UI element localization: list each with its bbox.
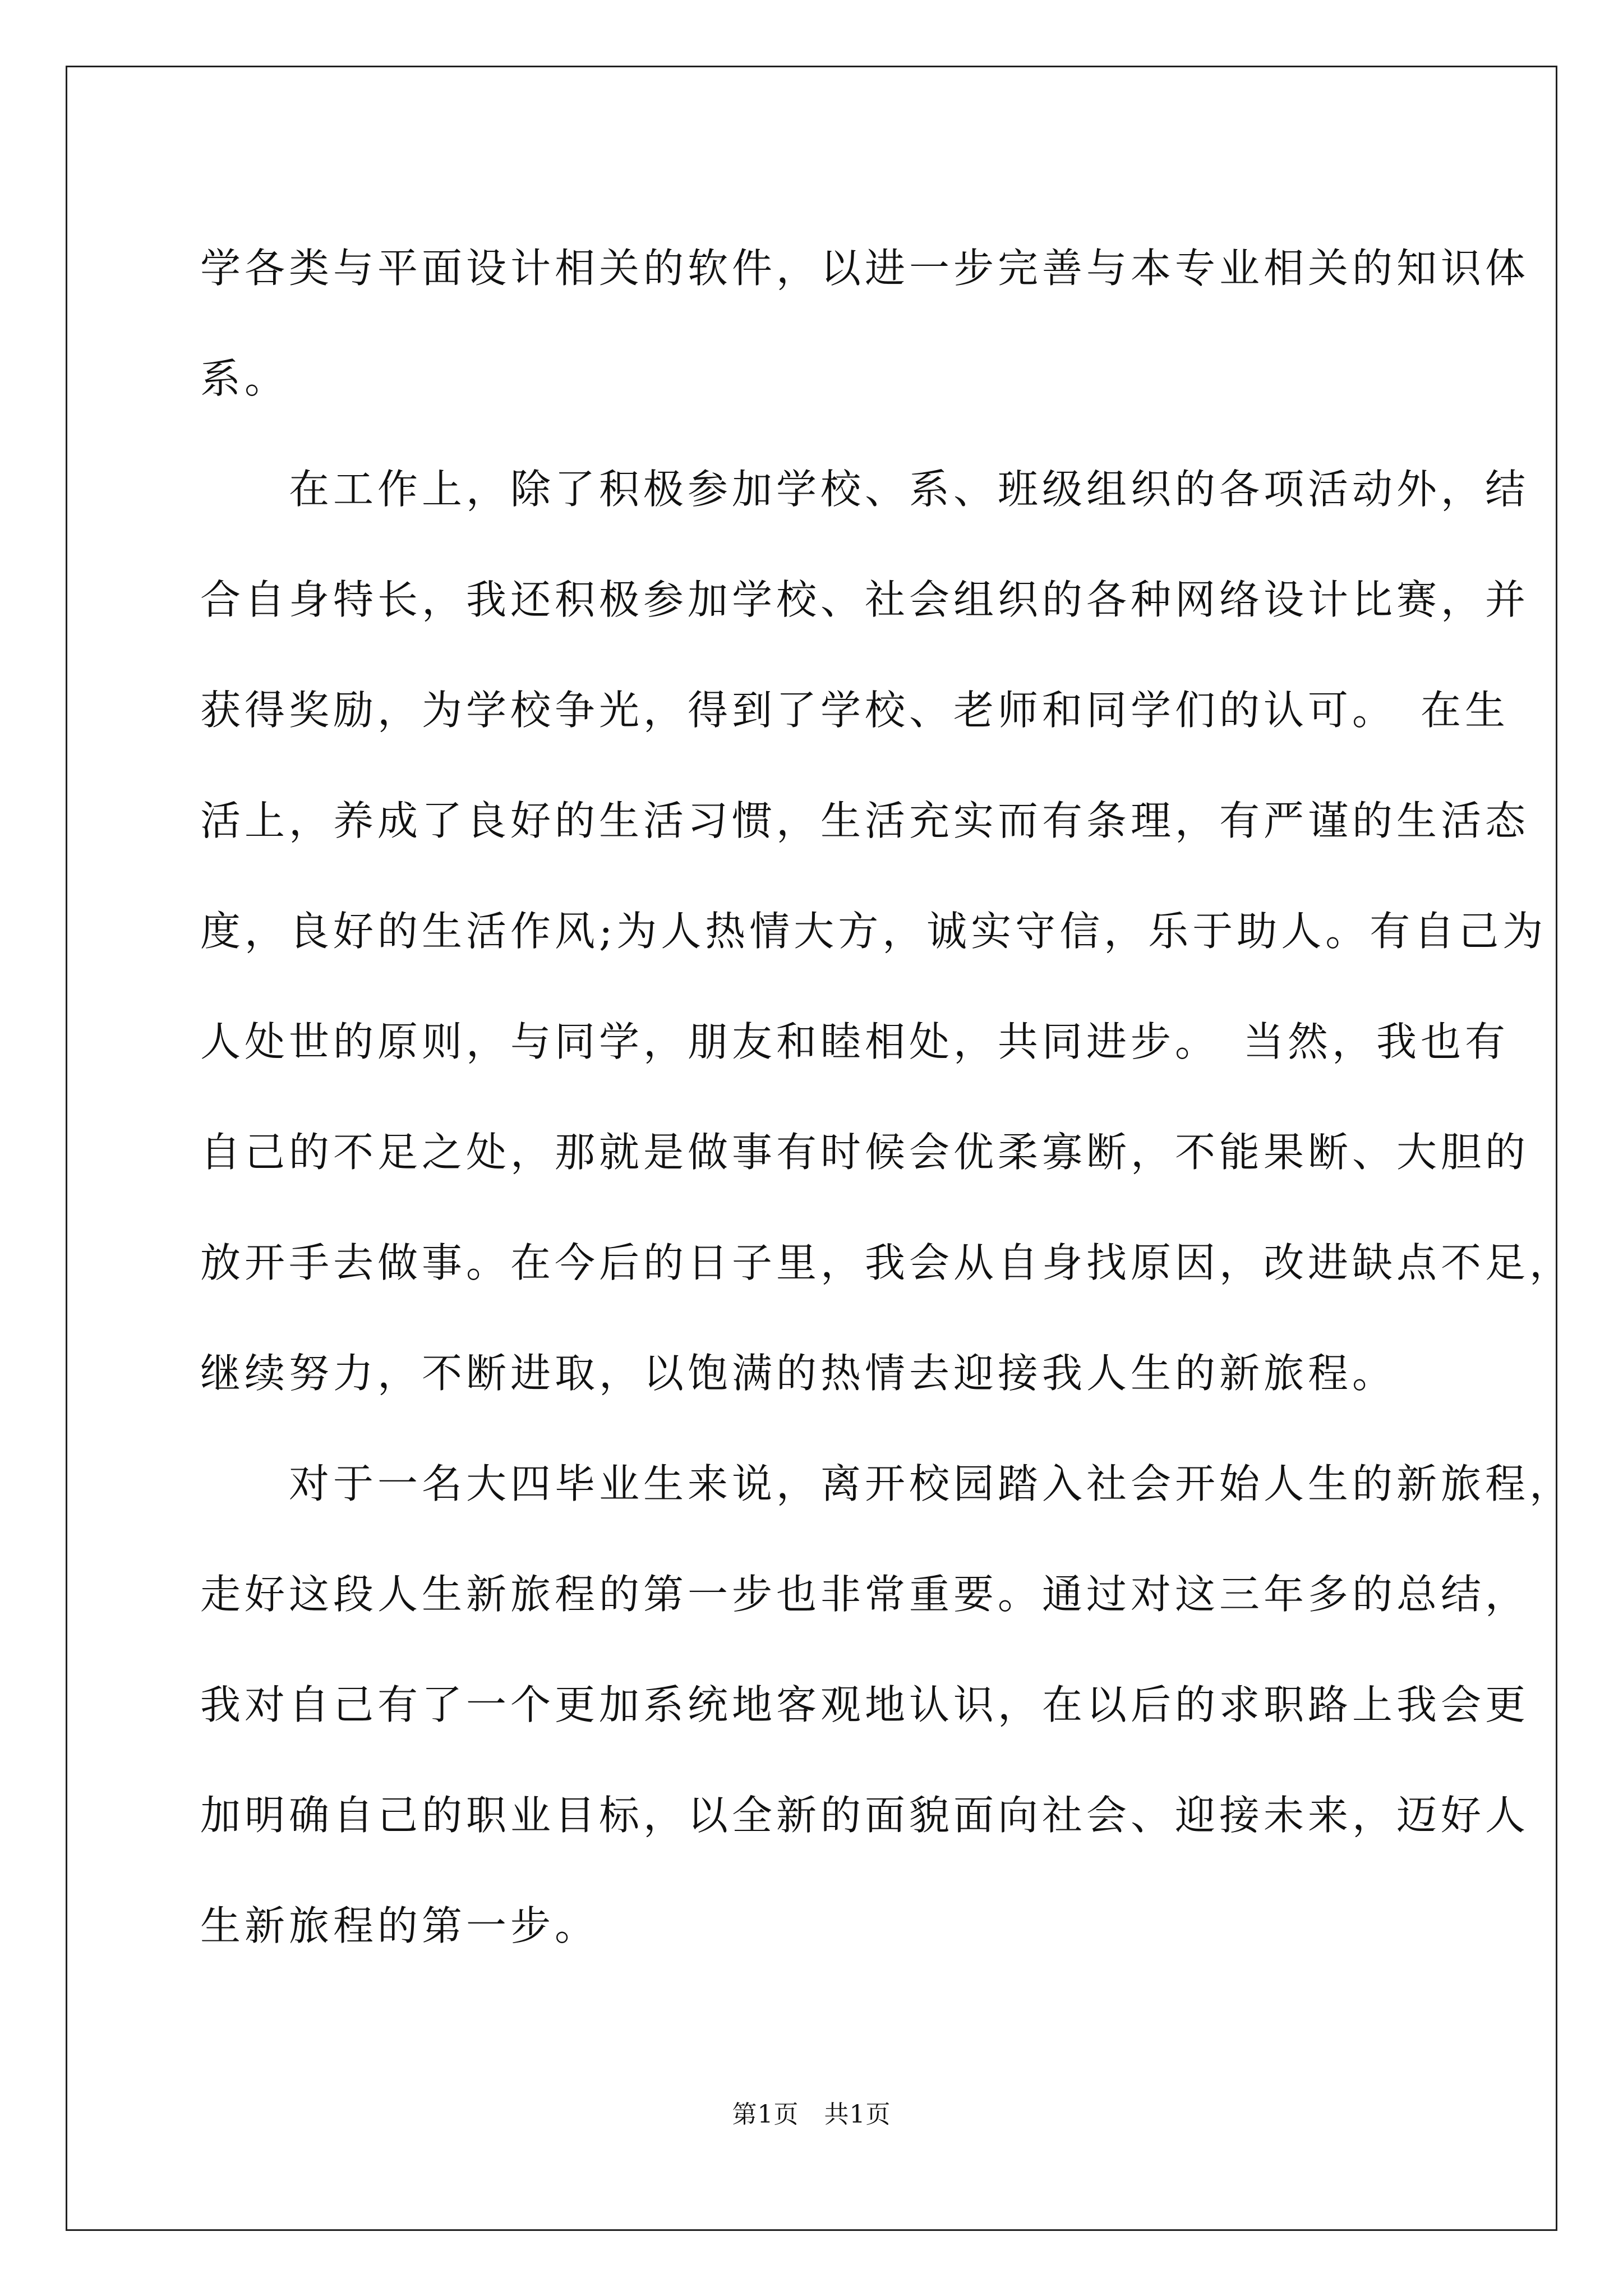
text-line: 度，良好的生活作风;为人热情大方，诚实守信，乐于助人。有自己为 (200, 908, 1547, 955)
text-line: 学各类与平面设计相关的软件，以进一步完善与本专业相关的知识体 (200, 245, 1530, 292)
page-number-footer: 第1页 共1页 (732, 2100, 891, 2129)
text-line: 走好这段人生新旅程的第一步也非常重要。通过对这三年多的总结， (200, 1571, 1530, 1618)
text-line: 合自身特长，我还积极参加学校、社会组织的各种网络设计比赛，并 (200, 576, 1530, 623)
text-line: 人处世的原则，与同学，朋友和睦相处，共同进步。 当然，我也有 (200, 1018, 1510, 1065)
text-line: 我对自己有了一个更加系统地客观地认识，在以后的求职路上我会更 (200, 1681, 1530, 1728)
text-line: 放开手去做事。在今后的日子里，我会从自身找原因，改进缺点不足， (200, 1239, 1574, 1286)
text-line: 系。 (200, 355, 289, 402)
text-line: 获得奖励，为学校争光，得到了学校、老师和同学们的认可。 在生 (200, 687, 1510, 734)
text-line: 对于一名大四毕业生来说，离开校园踏入社会开始人生的新旅程， (200, 1460, 1574, 1507)
text-line: 加明确自己的职业目标，以全新的面貌面向社会、迎接未来，迈好人 (200, 1792, 1530, 1839)
text-line: 继续努力，不断进取，以饱满的热情去迎接我人生的新旅程。 (200, 1350, 1397, 1397)
text-line: 活上，养成了良好的生活习惯，生活充实而有条理，有严谨的生活态 (200, 797, 1530, 844)
document-body (200, 213, 1574, 1981)
text-line: 自己的不足之处，那就是做事有时候会优柔寡断，不能果断、大胆的 (200, 1129, 1530, 1176)
text-line: 在工作上，除了积极参加学校、系、班级组织的各项活动外，结 (200, 466, 1530, 513)
text-line: 生新旅程的第一步。 (200, 1902, 600, 1949)
